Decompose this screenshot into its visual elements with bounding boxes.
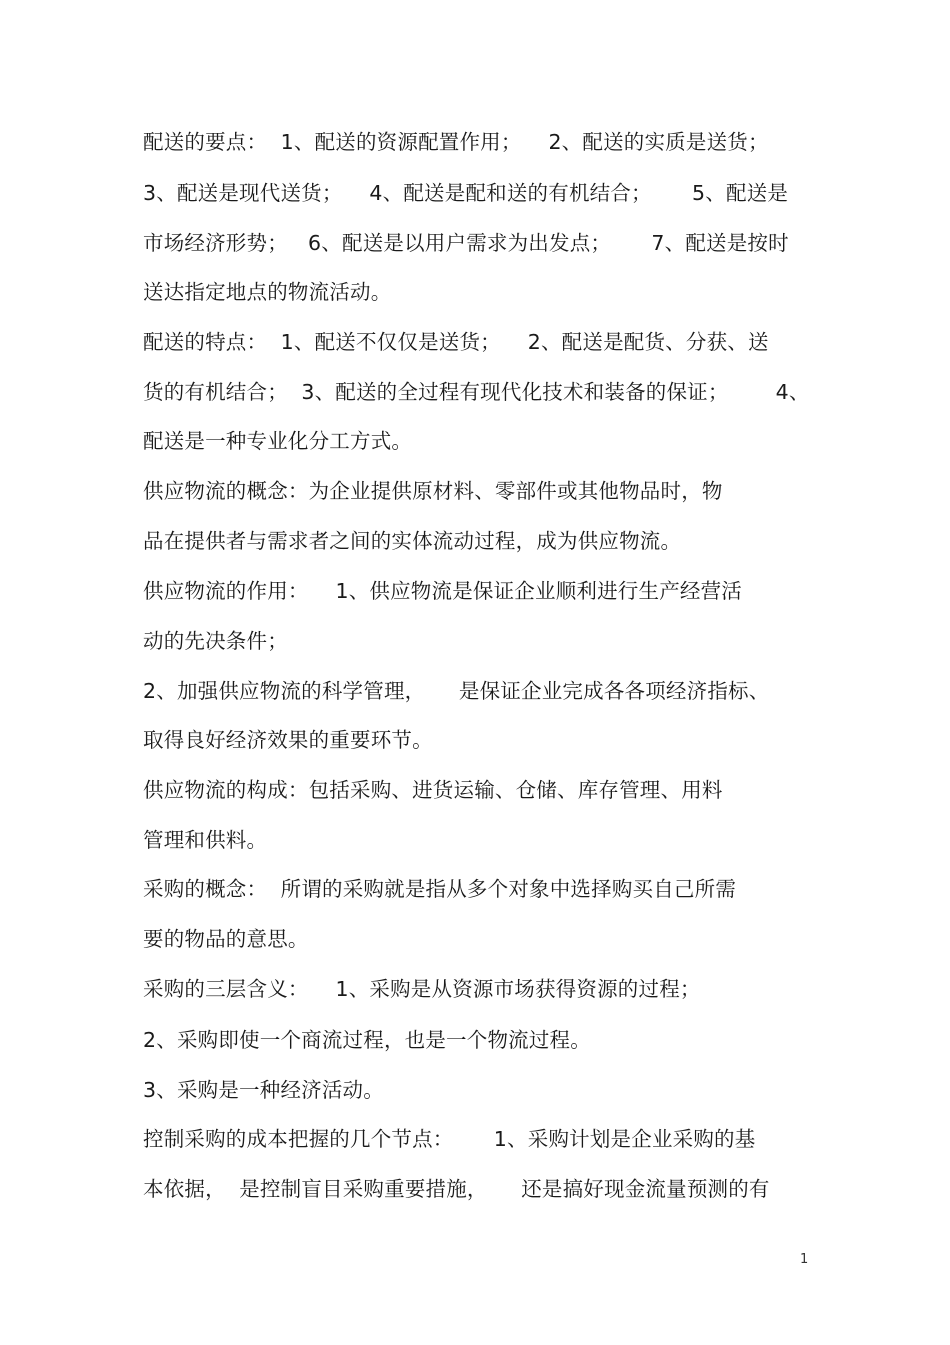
- text-line-9: 品在提供者与需求者之间的实体流动过程，成为供应物流。: [143, 529, 682, 553]
- text-line-17: 要的物品的意思。: [143, 927, 309, 951]
- text-line-1: 配送的要点： 1、配送的资源配置作用； 2、配送的实质是送货；: [143, 130, 769, 154]
- text-line-20: 3、采购是一种经济活动。: [143, 1078, 384, 1102]
- text-line-18: 采购的三层含义： 1、采购是从资源市场获得资源的过程；: [143, 977, 701, 1001]
- text-line-15: 管理和供料。: [143, 828, 268, 852]
- text-line-4: 送达指定地点的物流活动。: [143, 280, 392, 304]
- text-line-3: 市场经济形势； 6、配送是以用户需求为出发点； 7、配送是按时: [143, 231, 789, 255]
- text-line-12: 2、加强供应物流的科学管理， 是保证企业完成各各项经济指标、: [143, 679, 770, 703]
- text-line-16: 采购的概念： 所谓的采购就是指从多个对象中选择购买自己所需: [143, 877, 737, 901]
- text-line-5: 配送的特点： 1、配送不仅仅是送货； 2、配送是配货、分获、送: [143, 330, 769, 354]
- text-line-21: 控制采购的成本把握的几个节点： 1、采购计划是企业采购的基: [143, 1127, 756, 1151]
- text-line-11: 动的先决条件；: [143, 629, 288, 653]
- text-line-14: 供应物流的构成：包括采购、进货运输、仓储、库存管理、用料: [143, 778, 723, 802]
- page-number: 1: [800, 1252, 809, 1267]
- text-line-8: 供应物流的概念：为企业提供原材料、零部件或其他物品时，物: [143, 479, 723, 503]
- text-line-2: 3、配送是现代送货； 4、配送是配和送的有机结合； 5、配送是: [143, 181, 789, 205]
- text-line-19: 2、采购即使一个商流过程，也是一个物流过程。: [143, 1028, 591, 1052]
- text-line-6: 货的有机结合； 3、配送的全过程有现代化技术和装备的保证； 4、: [143, 380, 810, 404]
- text-line-13: 取得良好经济效果的重要环节。: [143, 728, 433, 752]
- text-line-22: 本依据， 是控制盲目采购重要措施， 还是搞好现金流量预测的有: [143, 1177, 770, 1201]
- text-line-10: 供应物流的作用： 1、供应物流是保证企业顺利进行生产经营活: [143, 579, 743, 603]
- text-line-7: 配送是一种专业化分工方式。: [143, 429, 413, 453]
